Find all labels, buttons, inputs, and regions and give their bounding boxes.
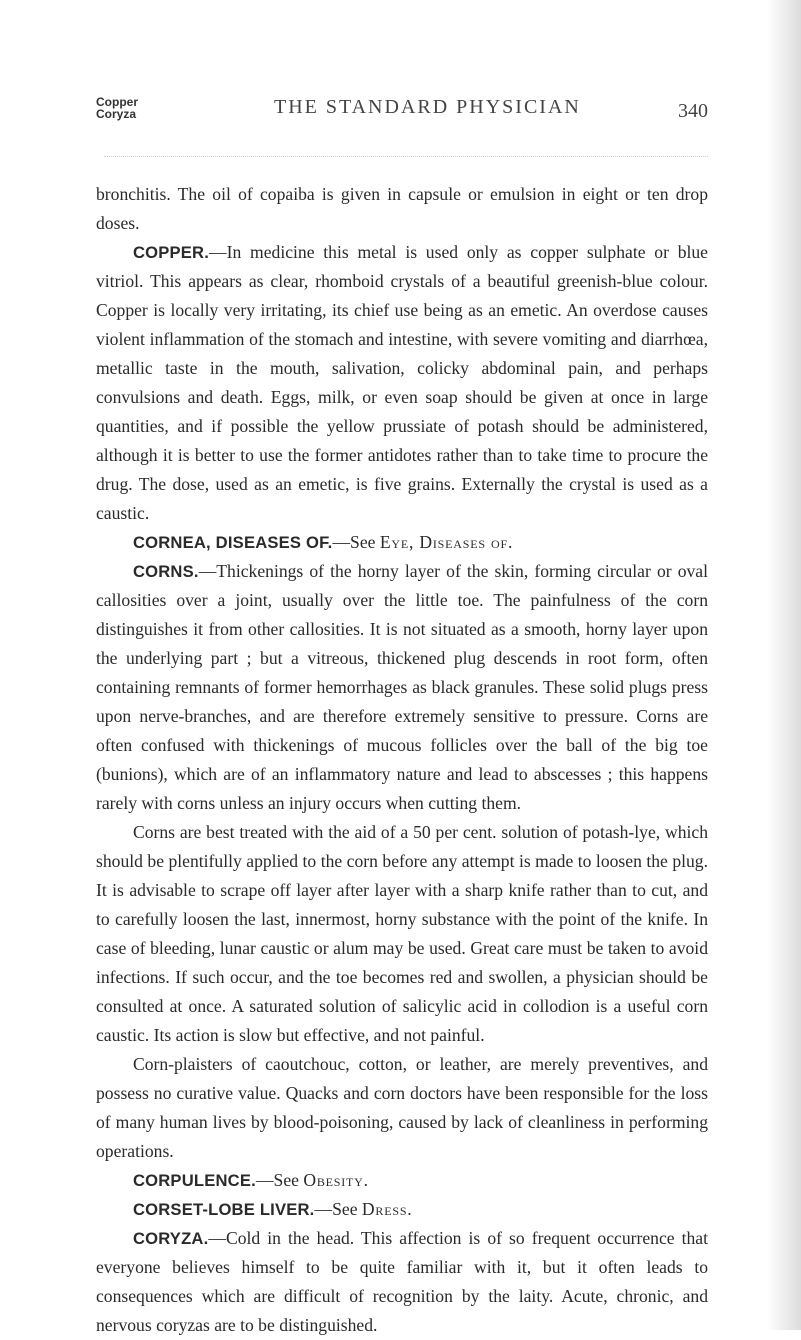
page-header — [96, 94, 708, 158]
entry-corpulence — [96, 1166, 708, 1195]
entry-text: —Thickenings of the horny layer of the skin, forming circular or oval callosities over a joint, usually over the little toe. The painfulness of the corn distinguishes it from other callosities. It is not situated as a smooth, horny layer upon the underlying part ; but a vitreous, thickened plug descends in root form, often containing remnants of former hemorrhages as black granules. These solid plugs press upon nerve-branches, and are therefore extremely sensitive to pressure. Corns are often confused with thickenings of mucous follicles over the ball of the big toe (bunions), which are of an inflammatory nature and lead to abscesses ; this happens rarely with corns unless an injury occurs when cutting them. — [96, 561, 708, 813]
entry-text: —See — [255, 1170, 304, 1190]
paragraph-text: Corns are best treated with the aid of a 50 per cent. solution of potash-lye, which should be plentifully applied to the corn before any attempt is made to loosen the plug. It is advisable to scrape off layer after layer with a sharp knife rather than to cut, and to carefully loosen the last, innermost, horny substance with the point of the knife. In case of bleeding, lunar caustic or alum may be used. Great care must be taken to avoid infections. If such occur, and the toe becomes red and swollen, a physician should be consulted at once. A saturated solution of salicylic acid in collodion is a useful corn caustic. Its action is slow but effective, and not painful. — [96, 822, 708, 1045]
entry-corset-lobe-liver — [96, 1195, 708, 1224]
entry-headword: CORNS. — [132, 562, 199, 581]
guide-word-last: Coryza — [96, 107, 137, 121]
paragraph-corns-treatment — [96, 818, 708, 1050]
article-body — [96, 180, 708, 1340]
guide-word-first: Copper — [96, 95, 138, 109]
entry-text: —Cold in the head. This affection is of so frequent occurrence that everyone believes himself to be quite familiar with it, but it often leads to consequences which are difficult of recognition by the laity. Acute, chronic, and nervous coryzas are to be distinguished. — [96, 1228, 708, 1335]
entry-headword: CORYZA. — [132, 1229, 209, 1248]
paragraph-text: Corn-plaisters of caoutchouc, cotton, or leather, are merely preventives, and possess no curative value. Quacks and corn doctors have been responsible for the loss of many human lives by blood-poisoning, caused by lack of cleanliness in performing operations. — [96, 1054, 708, 1161]
entry-cornea — [96, 528, 708, 557]
cross-reference: Obesity. — [303, 1170, 369, 1190]
cross-reference: Eye, Diseases of. — [379, 532, 514, 552]
header-rule — [104, 156, 708, 157]
running-title: THE STANDARD PHYSICIAN — [274, 96, 581, 118]
page-number: 340 — [678, 100, 708, 122]
entry-headword: COPPER. — [132, 243, 210, 262]
guide-words — [96, 96, 138, 120]
entry-text: —See — [332, 532, 380, 552]
entry-corns — [96, 557, 708, 818]
cross-reference: Dress. — [361, 1199, 413, 1219]
entry-headword: CORSET-LOBE LIVER. — [132, 1200, 315, 1219]
page-edge-shadow — [767, 0, 801, 1330]
entry-copper — [96, 238, 708, 528]
paragraph-bronchitis-continued — [96, 180, 708, 238]
paragraph-text: bronchitis. The oil of copaiba is given in capsule or emulsion in eight or ten drop doses. — [96, 184, 708, 233]
paragraph-corn-plaisters — [96, 1050, 708, 1166]
entry-headword: CORNEA, DISEASES OF. — [132, 533, 333, 552]
entry-text: —See — [314, 1199, 362, 1219]
entry-text: —In medicine this metal is used only as copper sulphate or blue vitriol. This appears as clear, rhomboid crystals of a beautiful greenish-blue colour. Copper is locally very irritating, its chief use being as an emetic. An overdose causes violent inflammation of the stomach and intestine, with severe vomiting and diarrhœa, metallic taste in the mouth, salivation, colicky abdominal pain, and perhaps convulsions and death. Eggs, milk, or even soap should be given at once in large quantities, and if possible the yellow prussiate of potash should be administered, although it is better to use the former antidotes rather than to take time to procure the drug. The dose, used as an emetic, is five grains. Externally the crystal is used as a caustic. — [96, 242, 708, 523]
entry-coryza — [96, 1224, 708, 1340]
entry-headword: CORPULENCE. — [132, 1171, 256, 1190]
